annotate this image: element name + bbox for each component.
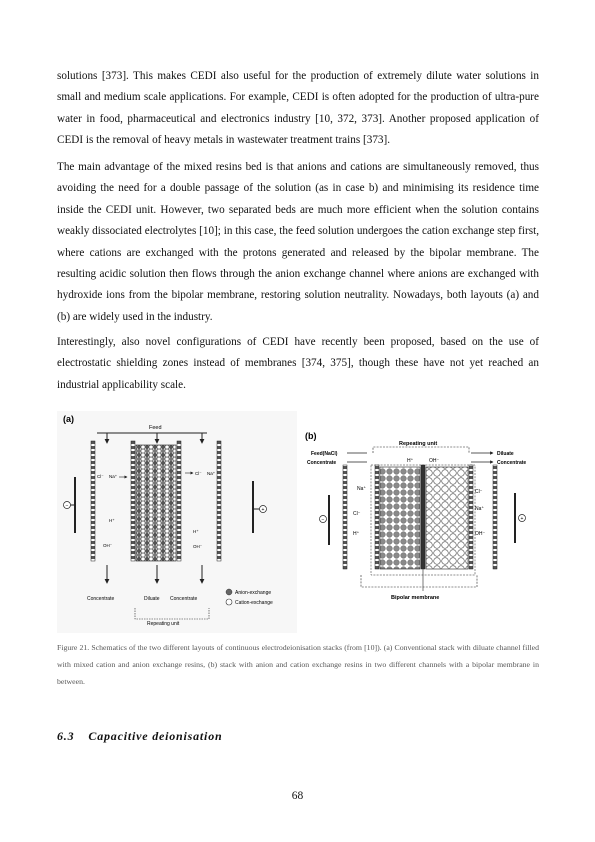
panel-a-membrane-1 [91,441,95,561]
svg-text:OH⁻: OH⁻ [103,543,113,548]
body-paragraph-2: The main advantage of the mixed resins bed is that anions and cations are simultaneously removed, thus avoiding the need for a double passage of the solution (as in case b) and minimising its residence time inside the CEDI unit. However, two separated beds are much more efficient when the solution contains weakly dissociated electrolytes [10]; in this case, the feed solution undergoes the cation exchange step first, where cations are exchanged with the protons generated and released by the bipolar membrane. The resulting acidic solution then flows through the anion exchange channel where anions are exchanged with hydroxide ions from the bipolar membrane, restoring solution neutrality. Nowadays, both layouts (a) and (b) are widely used in the industry. [57,161,539,323]
svg-text:OH⁻: OH⁻ [429,458,440,464]
legend-cation-swatch [226,599,232,605]
legend-anion-swatch [226,589,232,595]
panel-b-bipolar-label: Bipolar membrane [391,595,440,601]
body-paragraph-3: Interestingly, also novel configurations of CEDI have recently been proposed, based on the use of electrostatic shielding zones instead of membranes [374, 375], though these have not yet reached an industrial applicability scale. [57,336,539,391]
svg-text:Na⁺: Na⁺ [357,486,367,492]
panel-a-membrane-2 [131,441,135,561]
body-paragraph-1: solutions [373]. This makes CEDI also useful for the production of extremely dilute water solutions in small and medium scale applications. For example, CEDI is often adopted for the production of ultra-pure water in food, pharmaceutical and electronics industry [10, 372, 373]. Another proposed application of CEDI is the removal of heavy metals in wastewater treatment trains [373]. [57,70,539,147]
panel-a-repeating-unit: Repeating unit [147,621,180,627]
panel-a-membrane-3 [177,441,181,561]
panel-b-anion-bed [380,467,420,569]
panel-a-concentrate-right: Concentrate [170,596,198,602]
panel-a-mixed-resin-bed [136,445,176,561]
svg-text:OH⁻: OH⁻ [193,544,203,549]
panel-b-bipolar-membrane [421,465,425,569]
panel-a-membrane-4 [217,441,221,561]
panel-b-membrane-1 [343,465,347,569]
svg-text:Na⁺: Na⁺ [207,471,216,476]
svg-text:Na⁺: Na⁺ [475,506,485,512]
panel-b-diluate: Diluate [497,451,514,457]
panel-b-feed: Feed(NaCl) [311,451,338,457]
panel-b-concentrate-right: Concentrate [497,460,527,466]
panel-b-concentrate-left: Concentrate [307,460,337,466]
svg-text:+: + [520,516,524,522]
section-title: Capacitive deionisation [88,729,223,743]
section-heading [57,729,222,744]
svg-text:H⁺: H⁺ [193,529,199,534]
panel-b-cation-bed [426,467,468,569]
page-number: 68 [291,790,304,802]
panel-b-membrane-2 [375,465,379,569]
panel-a-tag: (a) [63,414,74,424]
panel-a-concentrate-left: Concentrate [87,596,115,602]
panel-b-membrane-4 [469,465,473,569]
svg-text:H⁺: H⁺ [407,458,414,464]
svg-text:Cl⁻: Cl⁻ [97,474,104,479]
panel-b-membrane-5 [493,465,497,569]
panel-b-tag: (b) [305,431,317,441]
svg-text:Cl⁻: Cl⁻ [353,511,361,517]
panel-a-feed-label: Feed [149,425,162,431]
panel-b-repeating-unit: Repeating unit [399,441,438,447]
svg-text:H⁺: H⁺ [353,531,360,537]
svg-text:Cl⁻: Cl⁻ [475,489,483,495]
cedi-schematic [57,405,539,637]
figure-caption: Figure 21. Schematics of the two different layouts of continuous electrodeionisation stacks (from [10]). (a) Conventional stack with diluate channel filled with mixed cation and anion exchange resins, (b) stack with anion and cation exchange resins in two different channels with a bipolar membrane in between. [57,643,539,686]
panel-b-repeating-bracket [373,447,469,453]
svg-text:+: + [261,507,265,513]
svg-text:OH⁻: OH⁻ [475,531,486,537]
svg-text:−: − [65,503,69,509]
section-number: 6.3 [57,729,75,743]
panel-a-diluate: Diluate [144,596,160,602]
svg-text:Na⁺: Na⁺ [109,474,118,479]
figure-21 [57,405,539,637]
legend-cation-label: Cation-exchange [235,600,273,606]
legend-anion-label: Anion-exchange [235,590,272,596]
svg-text:H⁺: H⁺ [109,518,115,523]
svg-text:Cl⁻: Cl⁻ [195,471,202,476]
svg-text:−: − [321,517,325,523]
